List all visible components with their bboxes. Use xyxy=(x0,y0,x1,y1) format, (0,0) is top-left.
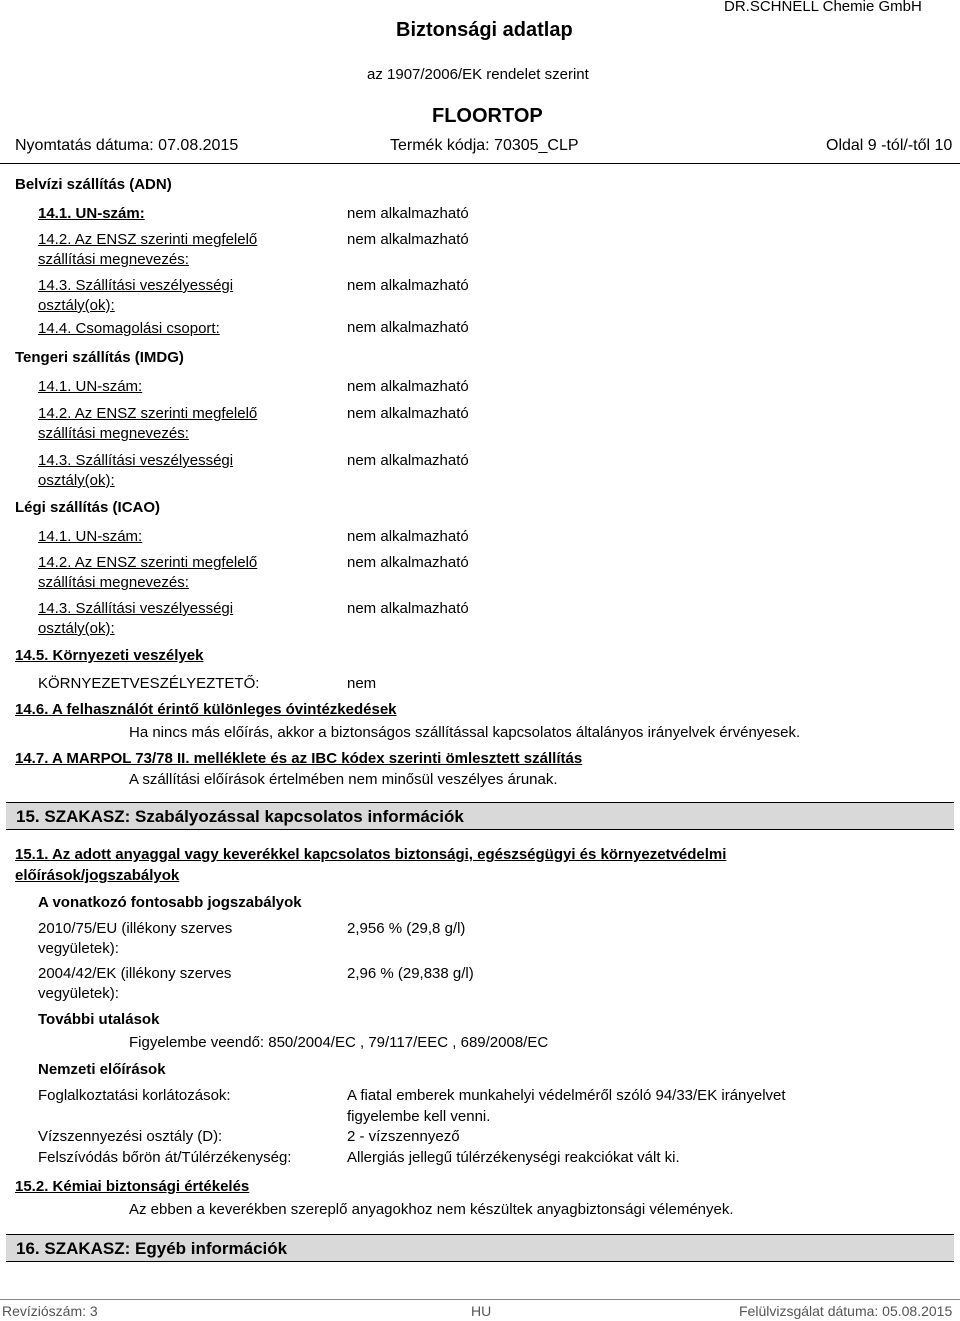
voc1-value: 2,956 % (29,8 g/l) xyxy=(347,920,466,937)
company-name: DR.SCHNELL Chemie GmbH xyxy=(724,0,922,15)
product-name: FLOORTOP xyxy=(432,105,543,127)
revision-number: Revíziószám: 3 xyxy=(2,1303,98,1319)
imdg-un-value: nem alkalmazható xyxy=(347,378,469,395)
voc2-value: 2,96 % (29,838 g/l) xyxy=(347,965,474,982)
imdg-name-label-1: 14.2. Az ENSZ szerinti megfelelő xyxy=(38,405,258,422)
env-hazard-label: KÖRNYEZETVESZÉLYEZTETŐ: xyxy=(38,675,260,692)
adn-name-value: nem alkalmazható xyxy=(347,231,469,248)
s152-text: Az ebben a keverékben szereplő anyagokhoz nem készültek anyagbiztonsági vélemények. xyxy=(129,1201,734,1218)
product-code: Termék kódja: 70305_CLP xyxy=(390,137,579,154)
env-hazard-title: 14.5. Környezeti veszélyek xyxy=(15,647,204,664)
s151-title-line2: előírások/jogszabályok xyxy=(15,867,180,884)
s146-text: Ha nincs más előírás, akkor a biztonságos szállítással kapcsolatos általányos irányelvek érvényesek. xyxy=(129,724,801,741)
imdg-class-label-1: 14.3. Szállítási veszélyességi xyxy=(38,452,234,469)
voc2-label-line2: vegyületek): xyxy=(38,985,119,1002)
imdg-title: Tengeri szállítás (IMDG) xyxy=(15,349,184,366)
adn-pack-label: 14.4. Csomagolási csoport: xyxy=(38,320,220,337)
icao-un-label: 14.1. UN-szám: xyxy=(38,528,143,545)
voc1-label-line1: 2010/75/EU (illékony szerves xyxy=(38,920,233,937)
header-divider xyxy=(0,163,960,164)
footer-divider xyxy=(0,1299,960,1300)
adn-un-label: 14.1. UN-szám: xyxy=(38,205,145,222)
regulation-text: az 1907/2006/EK rendelet szerint xyxy=(367,66,589,83)
imdg-name-label-2: szállítási megnevezés: xyxy=(38,425,189,442)
icao-class-value: nem alkalmazható xyxy=(347,600,469,617)
skin-label: Felszívódás bőrön át/Túlérzékenység: xyxy=(38,1149,292,1166)
section-15-heading: 15. SZAKASZ: Szabályozással kapcsolatos információk xyxy=(6,802,954,830)
adn-class-label-1: 14.3. Szállítási veszélyességi xyxy=(38,277,234,294)
adn-title: Belvízi szállítás (ADN) xyxy=(15,176,172,193)
section-16-heading: 16. SZAKASZ: Egyéb információk xyxy=(6,1234,954,1262)
employment-label: Foglalkoztatási korlátozások: xyxy=(38,1087,231,1104)
s146-title: 14.6. A felhasználót érintő különleges óvintézkedések xyxy=(15,701,397,718)
employment-value-line2: figyelembe kell venni. xyxy=(347,1108,491,1125)
env-hazard-value: nem xyxy=(347,675,377,692)
adn-name-label-1: 14.2. Az ENSZ szerinti megfelelő xyxy=(38,231,258,248)
icao-class-label-2: osztály(ok): xyxy=(38,620,115,637)
adn-un-value: nem alkalmazható xyxy=(347,205,469,222)
further-notes-title: További utalások xyxy=(38,1011,160,1028)
print-date: Nyomtatás dátuma: 07.08.2015 xyxy=(15,137,239,154)
s151-title-line1: 15.1. Az adott anyaggal vagy keverékkel kapcsolatos biztonsági, egészségügyi és környezetvédelmi xyxy=(15,846,727,863)
icao-name-label-2: szállítási megnevezés: xyxy=(38,574,189,591)
page-number: Oldal 9 -tól/-től 10 xyxy=(826,137,953,154)
s147-text: A szállítási előírások értelmében nem minősül veszélyes árunak. xyxy=(129,771,558,788)
employment-value-line1: A fiatal emberek munkahelyi védelméről szóló 94/33/EK irányelvet xyxy=(347,1087,786,1104)
water-hazard-label: Vízszennyezési osztály (D): xyxy=(38,1128,223,1145)
icao-name-label-1: 14.2. Az ENSZ szerinti megfelelő xyxy=(38,554,258,571)
voc2-label-line1: 2004/42/EK (illékony szerves xyxy=(38,965,232,982)
icao-name-value: nem alkalmazható xyxy=(347,554,469,571)
document-title: Biztonsági adatlap xyxy=(396,19,573,41)
eu-regulations-title: A vonatkozó fontosabb jogszabályok xyxy=(38,894,302,911)
adn-class-label-2: osztály(ok): xyxy=(38,297,115,314)
imdg-class-label-2: osztály(ok): xyxy=(38,472,115,489)
voc1-label-line2: vegyületek): xyxy=(38,940,119,957)
icao-title: Légi szállítás (ICAO) xyxy=(15,499,161,516)
imdg-name-value: nem alkalmazható xyxy=(347,405,469,422)
adn-name-label-2: szállítási megnevezés: xyxy=(38,251,189,268)
imdg-un-label: 14.1. UN-szám: xyxy=(38,378,143,395)
s147-title: 14.7. A MARPOL 73/78 II. melléklete és az IBC kódex szerinti ömlesztett szállítás xyxy=(15,750,583,767)
icao-class-label-1: 14.3. Szállítási veszélyességi xyxy=(38,600,234,617)
skin-value: Allergiás jellegű túlérzékenységi reakciókat vált ki. xyxy=(347,1149,680,1166)
imdg-class-value: nem alkalmazható xyxy=(347,452,469,469)
icao-un-value: nem alkalmazható xyxy=(347,528,469,545)
further-notes-text: Figyelembe veendő: 850/2004/EC , 79/117/EEC , 689/2008/EC xyxy=(129,1034,549,1051)
adn-pack-value: nem alkalmazható xyxy=(347,319,469,336)
national-regulations-title: Nemzeti előírások xyxy=(38,1061,166,1078)
s152-title: 15.2. Kémiai biztonsági értékelés xyxy=(15,1178,250,1195)
water-hazard-value: 2 - vízszennyező xyxy=(347,1128,460,1145)
language-code: HU xyxy=(471,1303,492,1319)
adn-class-value: nem alkalmazható xyxy=(347,277,469,294)
review-date: Felülvizsgálat dátuma: 05.08.2015 xyxy=(739,1303,953,1319)
